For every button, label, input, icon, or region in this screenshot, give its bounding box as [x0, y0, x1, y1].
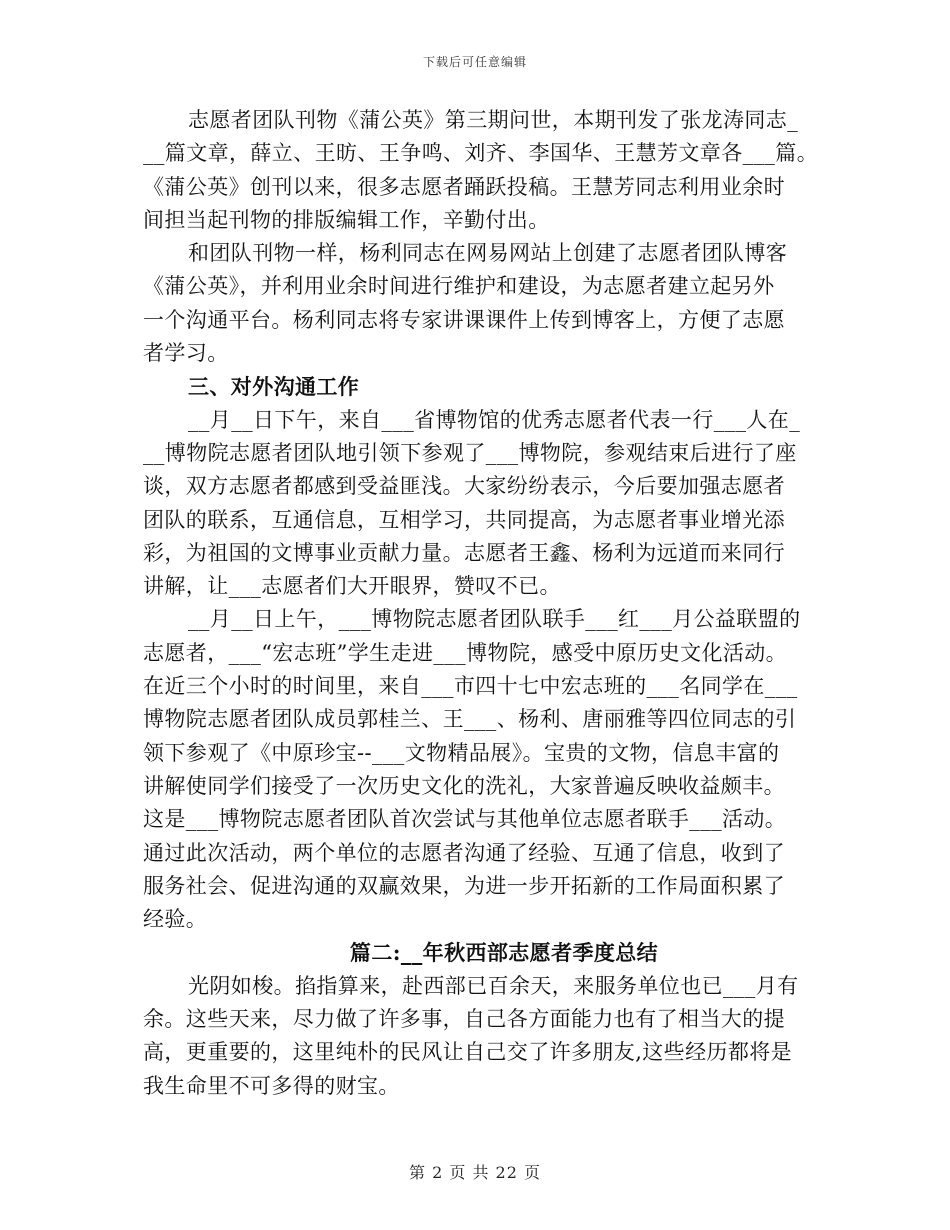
page-header: 下载后可任意编辑: [422, 55, 527, 69]
paragraph-line: 服务社会、促进沟通的双赢效果，为进一步开拓新的工作局面积累了: [143, 873, 785, 898]
paragraph-line: 者学习。: [143, 341, 229, 366]
paragraph-exchange-visit: [143, 404, 815, 604]
paragraph-line: 这是___博物院志愿者团队首次尝试与其他单位志愿者联手___活动。: [143, 807, 787, 832]
paragraph-line: 余。这些天来，尽力做了许多事，自己各方面能力也有了相当大的提: [143, 1007, 785, 1032]
paragraph-line: 讲解使同学们接受了一次历史文化的洗礼，大家普遍反映收益颇丰。: [143, 773, 785, 798]
document-body: [143, 104, 819, 1103]
paragraph-line: 我生命里不可多得的财宝。: [143, 1073, 400, 1098]
paragraph-line: 间担当起刊物的排版编辑工作，辛勤付出。: [143, 207, 550, 232]
paragraph-line: 彩，为祖国的文博事业贡献力量。志愿者王鑫、杨利为远道而来同行: [143, 540, 785, 565]
section-heading: 三、对外沟通工作: [188, 374, 360, 400]
page-footer: 第 2 页 共 22 页: [409, 1163, 541, 1182]
paragraph-line: __篇文章，薛立、王昉、王争鸣、刘齐、李国华、王慧芳文章各___篇。: [143, 141, 819, 166]
paragraph-line: 《蒲公英》，并利用业余时间进行维护和建设，为志愿者建立起另外: [143, 274, 775, 299]
paragraph-line: __月__日下午，来自___省博物馆的优秀志愿者代表一行___人在_: [188, 407, 801, 432]
paragraph-line: 高，更重要的，这里纯朴的民风让自己交了许多朋友,这些经历都将是: [143, 1040, 793, 1065]
chapter-title: 篇二:__年秋西部志愿者季度总结: [349, 940, 659, 966]
paragraph-line: 和团队刊物一样，杨利同志在网易网站上创建了志愿者团队博客: [188, 241, 788, 266]
paragraph-line: 光阴如梭。掐指算来，赴西部已百余天，来服务单位也已___月有: [188, 973, 799, 998]
paragraph-line: __月__日上午，___博物院志愿者团队联手___红___月公益联盟的: [188, 607, 801, 632]
paragraph-line: 通过此次活动，两个单位的志愿者沟通了经验、互通了信息，收到了: [143, 840, 785, 865]
paragraph-joint-activity: [143, 603, 815, 936]
paragraph-line: 志愿者，___“宏志班”学生走进___博物院，感受中原历史文化活动。: [143, 640, 788, 665]
paragraph-line: 博物院志愿者团队成员郭桂兰、王___、杨利、唐丽雅等四位同志的引: [143, 707, 797, 732]
paragraph-line: 《蒲公英》创刊以来，很多志愿者踊跃投稿。王慧芳同志利用业余时: [143, 174, 785, 199]
paragraph-newsletter: [143, 104, 819, 237]
paragraph-line: 团队的联系，互通信息，互相学习，共同提高，为志愿者事业增光添: [143, 507, 785, 532]
paragraph-line: 一个沟通平台。杨利同志将专家讲课课件上传到博客上，方便了志愿: [143, 307, 785, 332]
paragraph-line: 领下参观了《中原珍宝--___文物精品展》。宝贵的文物，信息丰富的: [143, 740, 780, 765]
paragraph-line: 经验。: [143, 907, 208, 932]
paragraph-line: 谈，双方志愿者都感到受益匪浅。大家纷纷表示，今后要加强志愿者: [143, 474, 785, 499]
paragraph-line: 讲解，让___志愿者们大开眼界，赞叹不已。: [143, 574, 561, 599]
paragraph-summary-intro: [143, 970, 815, 1103]
paragraph-line: 志愿者团队刊物《蒲公英》第三期问世，本期刊发了张龙涛同志_: [188, 108, 799, 132]
paragraph-line: 在近三个小时的时间里，来自___市四十七中宏志班的___名同学在___: [143, 674, 798, 699]
paragraph-blog: [143, 237, 815, 370]
paragraph-line: __博物院志愿者团队地引领下参观了___博物院，参观结束后进行了座: [143, 440, 797, 465]
